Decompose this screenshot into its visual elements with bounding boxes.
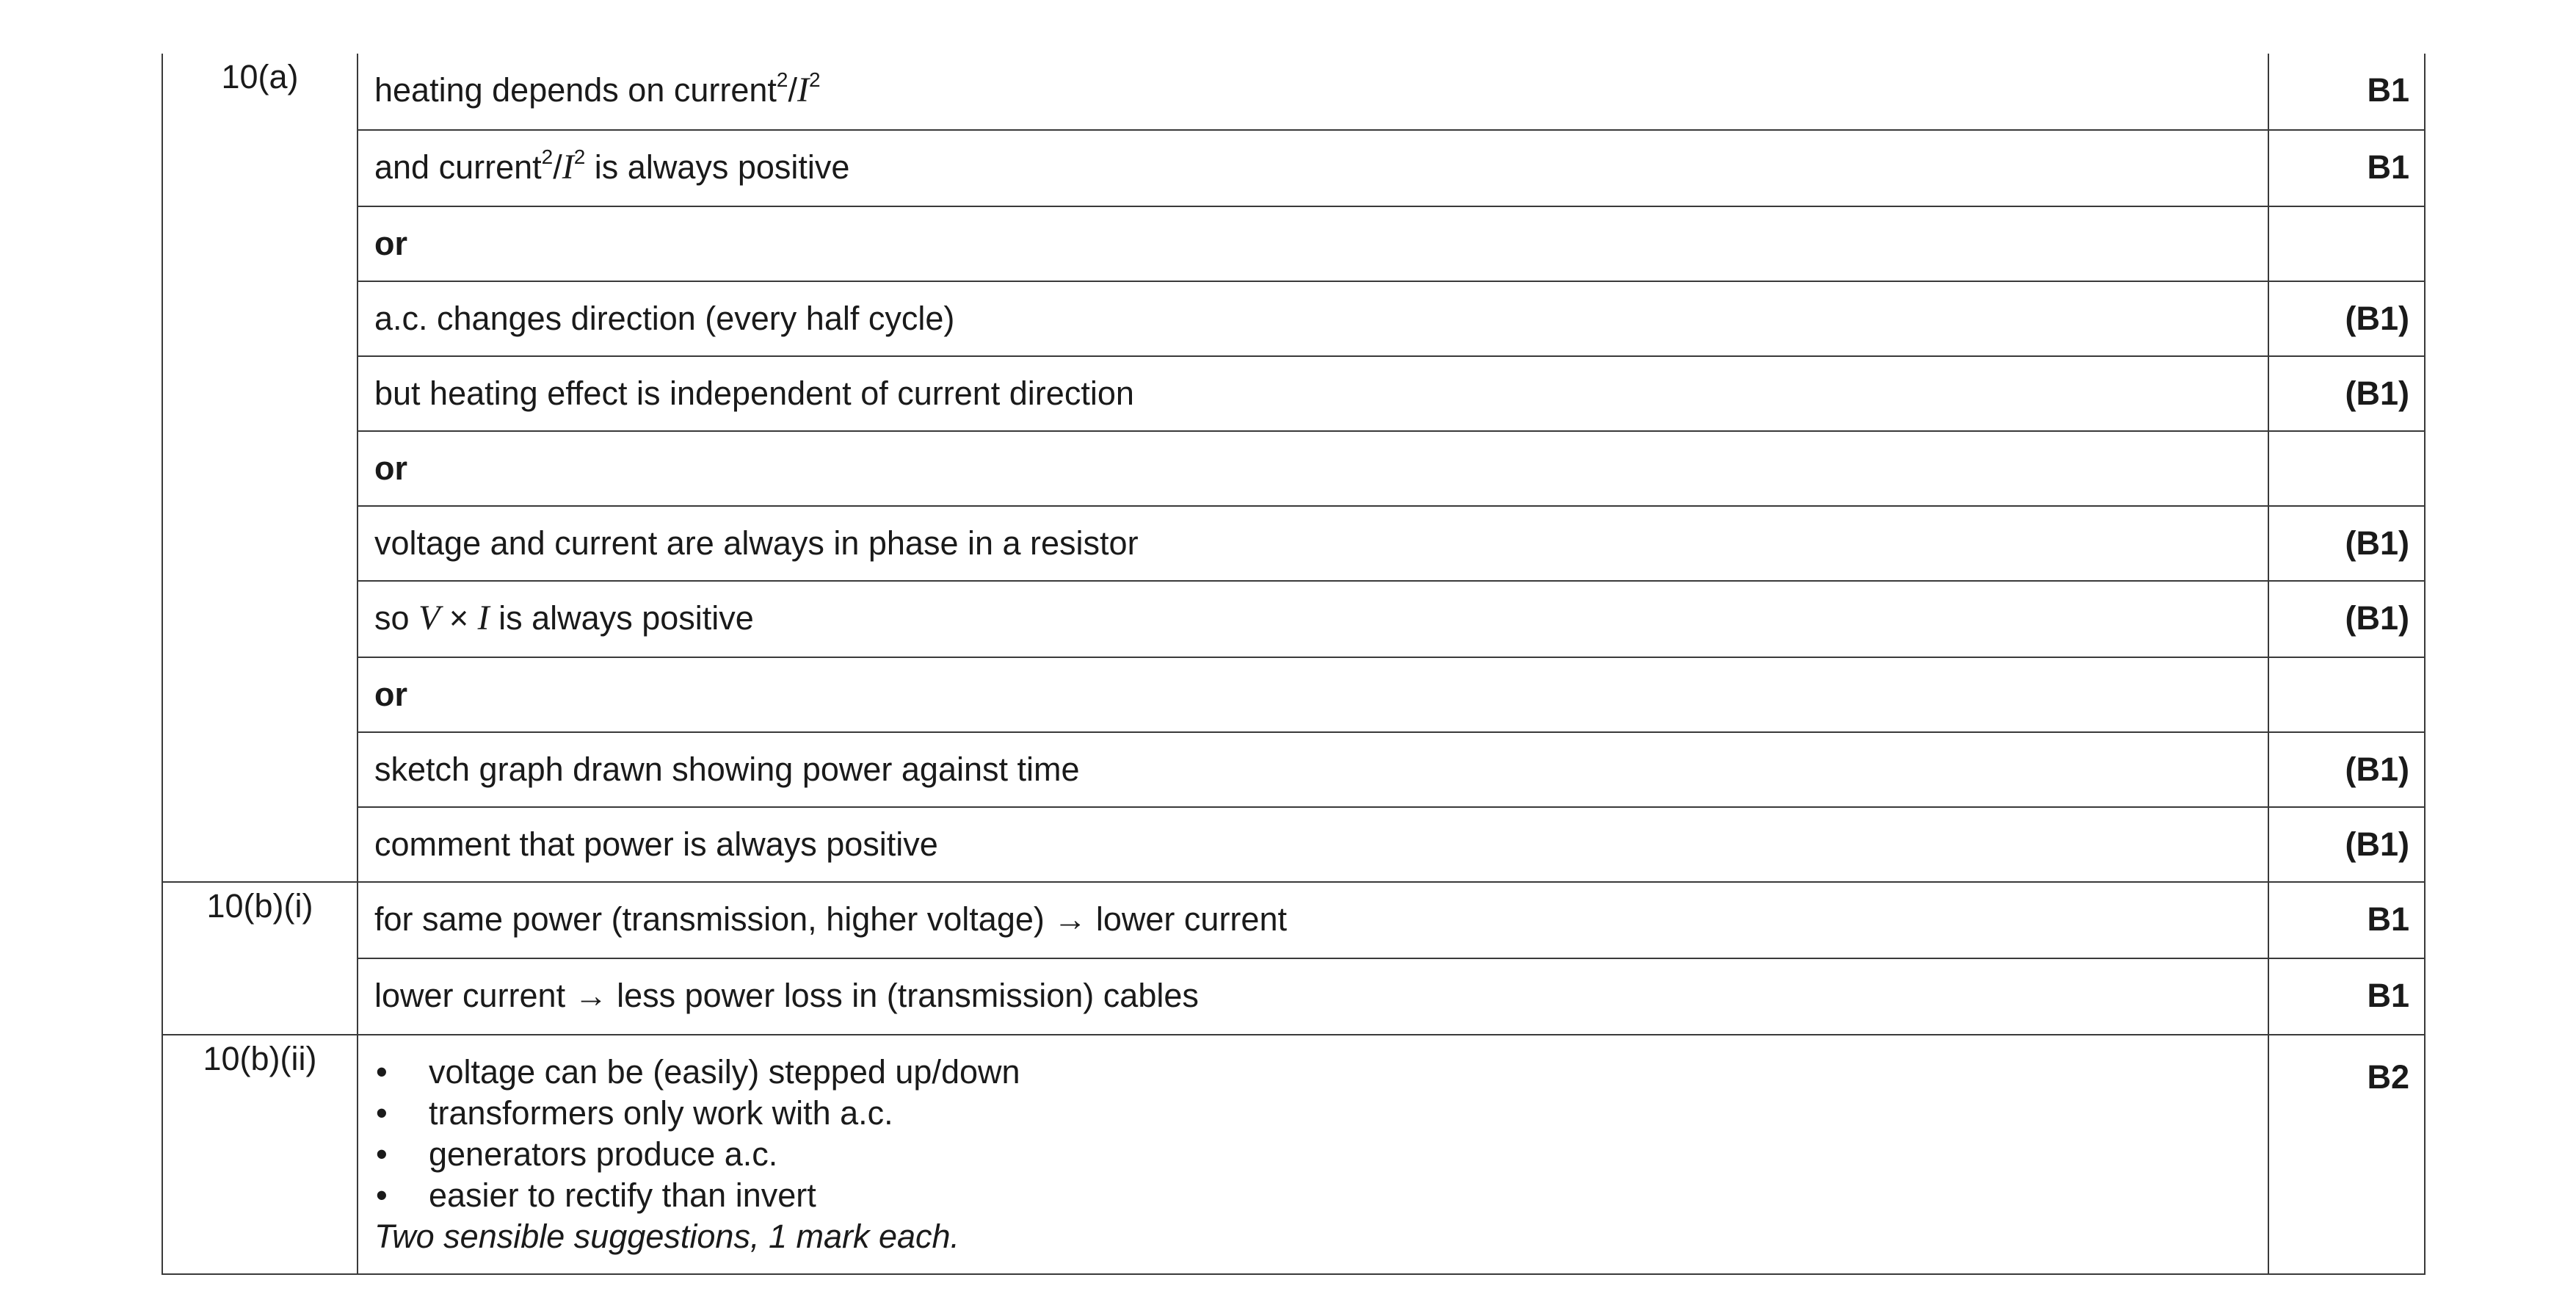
- list-item-text: easier to rectify than invert: [429, 1176, 816, 1214]
- marks-cell-empty: [2268, 206, 2425, 281]
- table-row: [162, 506, 2425, 581]
- table-row: [162, 581, 2425, 657]
- bullet-list: [374, 1052, 2268, 1216]
- or-separator: or: [358, 657, 2268, 732]
- variable-i: I: [562, 148, 574, 187]
- table-row: [162, 732, 2425, 807]
- mark-scheme-table: [162, 54, 2426, 1275]
- table-row: [162, 206, 2425, 281]
- list-item-text: generators produce a.c.: [429, 1135, 778, 1173]
- marks-cell: (B1): [2268, 807, 2425, 882]
- answer-text: heating depends on current: [374, 71, 777, 109]
- list-item-text: transformers only work with a.c.: [429, 1094, 893, 1132]
- variable-i: I: [797, 70, 809, 109]
- table-row: [162, 356, 2425, 431]
- answer-text: a.c. changes direction (every half cycle): [358, 281, 2268, 356]
- bullet-icon: •: [376, 1176, 388, 1214]
- marks-cell: (B1): [2268, 506, 2425, 581]
- list-item: [374, 1052, 2268, 1093]
- answer-cell: [358, 54, 2268, 130]
- variable-i: I: [477, 599, 490, 637]
- superscript: 2: [573, 145, 586, 168]
- table-row: [162, 657, 2425, 732]
- marks-cell: (B1): [2268, 356, 2425, 431]
- marks-cell: B2: [2268, 1035, 2425, 1274]
- marks-cell: (B1): [2268, 732, 2425, 807]
- answer-text: is always positive: [489, 599, 754, 637]
- marks-cell-empty: [2268, 431, 2425, 506]
- answer-text: and current: [374, 148, 542, 186]
- answer-cell: [358, 130, 2268, 206]
- marks-cell: (B1): [2268, 281, 2425, 356]
- variable-v: V: [418, 599, 440, 637]
- times-sign: ×: [440, 599, 478, 637]
- list-item: [374, 1134, 2268, 1175]
- question-number: 10(a): [162, 54, 358, 882]
- answer-text: is always positive: [585, 148, 850, 186]
- table-row: [162, 130, 2425, 206]
- marks-cell: B1: [2268, 958, 2425, 1035]
- table-row: [162, 431, 2425, 506]
- answer-text: for same power (transmission, higher voltage) → lower current: [358, 882, 2268, 958]
- table-row: [162, 882, 2425, 958]
- table-row: [162, 958, 2425, 1035]
- list-item-text: voltage can be (easily) stepped up/down: [429, 1053, 1020, 1091]
- marks-cell: (B1): [2268, 581, 2425, 657]
- answer-text: comment that power is always positive: [358, 807, 2268, 882]
- answer-text: lower current → less power loss in (transmission) cables: [358, 958, 2268, 1035]
- answer-text: voltage and current are always in phase in a resistor: [358, 506, 2268, 581]
- bullet-icon: •: [376, 1135, 388, 1173]
- bullet-icon: •: [376, 1094, 388, 1132]
- question-number: 10(b)(i): [162, 882, 358, 1035]
- answer-text: but heating effect is independent of current direction: [358, 356, 2268, 431]
- answer-cell: [358, 581, 2268, 657]
- bullet-icon: •: [376, 1053, 388, 1091]
- slash: /: [788, 71, 798, 109]
- table-row: [162, 54, 2425, 130]
- guidance-note: Two sensible suggestions, 1 mark each.: [374, 1218, 960, 1255]
- superscript: 2: [809, 68, 821, 91]
- marks-cell: B1: [2268, 130, 2425, 206]
- or-separator: or: [358, 431, 2268, 506]
- marks-cell: B1: [2268, 882, 2425, 958]
- answer-text: so: [374, 599, 419, 637]
- table-row: [162, 807, 2425, 882]
- or-separator: or: [358, 206, 2268, 281]
- answer-text: sketch graph drawn showing power against time: [358, 732, 2268, 807]
- marks-cell: B1: [2268, 54, 2425, 130]
- superscript: 2: [776, 68, 788, 91]
- list-item: [374, 1175, 2268, 1216]
- list-item: [374, 1093, 2268, 1134]
- question-number: 10(b)(ii): [162, 1035, 358, 1274]
- marks-cell-empty: [2268, 657, 2425, 732]
- table-row: [162, 1035, 2425, 1274]
- superscript: 2: [541, 145, 554, 168]
- answer-cell: [358, 1035, 2268, 1274]
- table-row: [162, 281, 2425, 356]
- slash: /: [553, 148, 562, 186]
